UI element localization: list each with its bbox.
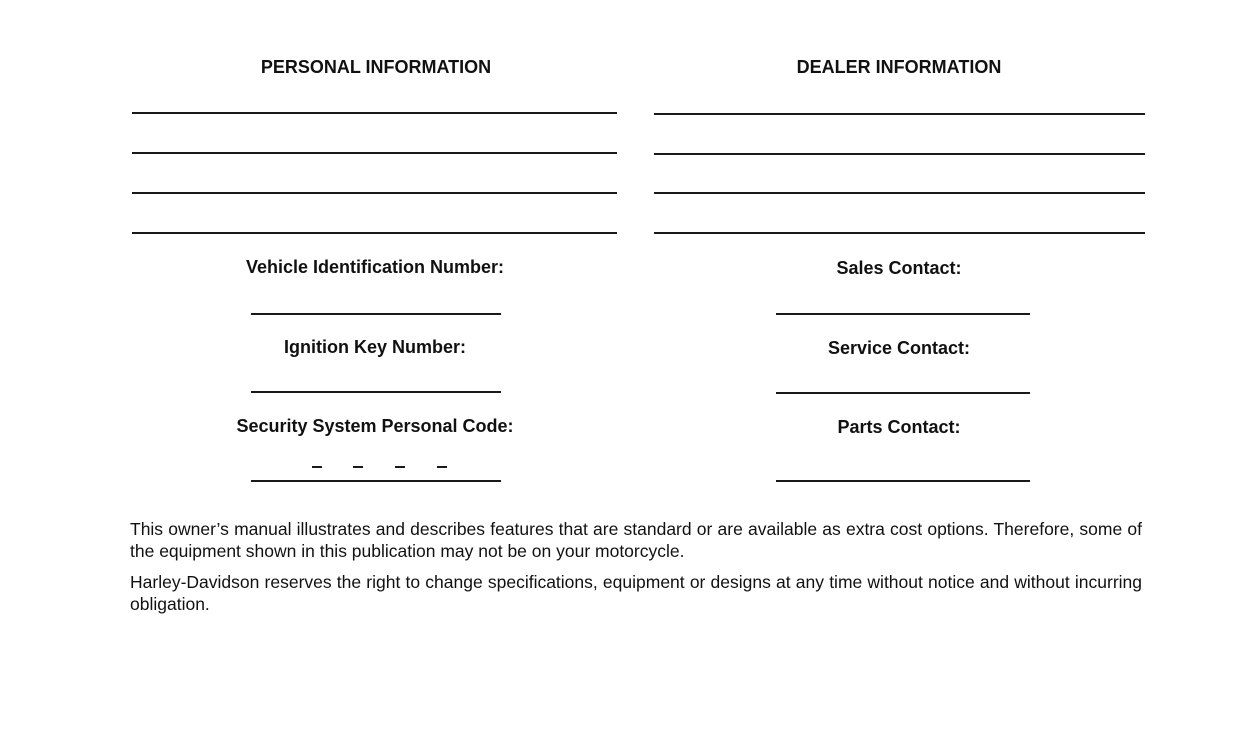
- sales-contact-label: Sales Contact:: [836, 258, 962, 278]
- personal-line-4[interactable]: [132, 232, 617, 234]
- vin-label: Vehicle Identification Number:: [245, 257, 505, 277]
- dealer-line-3[interactable]: [654, 192, 1145, 194]
- ignition-key-label: Ignition Key Number:: [283, 337, 467, 357]
- personal-line-3[interactable]: [132, 192, 617, 194]
- security-code-dash-2: [353, 466, 363, 468]
- security-code-dash-4: [437, 466, 447, 468]
- specification-change-notice: Harley-Davidson reserves the right to change specifications, equipment or designs at any time without notice and without incurring obligation.: [130, 572, 1142, 614]
- personal-line-2[interactable]: [132, 152, 617, 154]
- security-code-label: Security System Personal Code:: [236, 416, 514, 436]
- dealer-line-2[interactable]: [654, 153, 1145, 155]
- service-contact-field-line[interactable]: [776, 392, 1030, 394]
- vin-field-line[interactable]: [251, 313, 501, 315]
- dealer-information-heading: DEALER INFORMATION: [796, 57, 1002, 77]
- optional-equipment-notice: This owner’s manual illustrates and describes features that are standard or are available as extra cost options. Therefore, some of the equipment shown in this publication may not be on your motorcycle.: [130, 519, 1142, 561]
- service-contact-label: Service Contact:: [827, 338, 971, 358]
- security-code-field-line[interactable]: [251, 480, 501, 482]
- parts-contact-label: Parts Contact:: [837, 417, 961, 437]
- security-code-dash-3: [395, 466, 405, 468]
- dealer-line-4[interactable]: [654, 232, 1145, 234]
- ignition-key-field-line[interactable]: [251, 391, 501, 393]
- sales-contact-field-line[interactable]: [776, 313, 1030, 315]
- personal-information-heading: PERSONAL INFORMATION: [260, 57, 492, 77]
- parts-contact-field-line[interactable]: [776, 480, 1030, 482]
- dealer-line-1[interactable]: [654, 113, 1145, 115]
- security-code-dash-1: [312, 466, 322, 468]
- personal-line-1[interactable]: [132, 112, 617, 114]
